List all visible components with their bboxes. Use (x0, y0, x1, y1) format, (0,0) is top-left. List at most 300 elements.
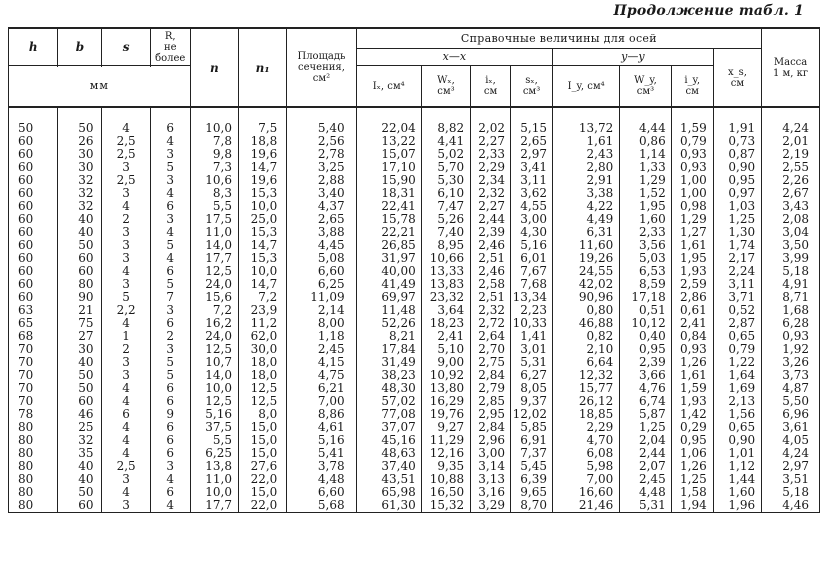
header-mass: Масса 1 м, кг (762, 28, 820, 107)
table-row (9, 291, 820, 304)
header-ix-moment: Iₓ, см⁴ (356, 66, 421, 108)
cell-wx: 10,66 (421, 252, 470, 265)
cell-n1: 10,0 (239, 265, 287, 278)
cell-m: 2,55 (762, 161, 820, 174)
cell-wx: 3,64 (421, 304, 470, 317)
cell-ix: 3,14 (471, 460, 511, 473)
cell-h: 80 (9, 486, 58, 499)
cell-m: 8,71 (762, 291, 820, 304)
cell-ix: 2,46 (471, 239, 511, 252)
table-caption: Продолжение табл. 1 (613, 3, 804, 19)
cell-iy: 2,91 (553, 174, 620, 187)
table-row (9, 187, 820, 200)
cell-s: 5 (102, 291, 150, 304)
cell-ix: 2,44 (471, 213, 511, 226)
cell-sx: 8,70 (511, 499, 553, 513)
cell-h: 60 (9, 213, 58, 226)
cell-r: 3 (150, 148, 190, 161)
table-row (9, 200, 820, 213)
table-row (9, 174, 820, 187)
cell-h: 70 (9, 369, 58, 382)
cell-wy: 6,74 (620, 395, 671, 408)
cell-h: 70 (9, 343, 58, 356)
cell-r: 2 (150, 330, 190, 343)
cell-n1: 11,2 (239, 317, 287, 330)
cell-n: 17,7 (190, 499, 238, 513)
cell-ix: 8,21 (356, 330, 421, 343)
cell-m: 3,51 (762, 473, 820, 486)
table-row (9, 330, 820, 343)
cell-wx: 9,27 (421, 421, 470, 434)
cell-sx: 7,67 (511, 265, 553, 278)
cell-s: 6 (102, 408, 150, 421)
cell-xs: 1,12 (713, 460, 761, 473)
cell-s: 1 (102, 330, 150, 343)
cell-wx: 12,16 (421, 447, 470, 460)
cell-m: 2,26 (762, 174, 820, 187)
cell-ix: 2,85 (471, 395, 511, 408)
header-ix-radius: iₓ, см (471, 66, 511, 108)
cell-sx: 5,85 (511, 421, 553, 434)
cell-ix: 37,40 (356, 460, 421, 473)
cell-xs: 0,87 (713, 148, 761, 161)
cell-xs: 0,65 (713, 421, 761, 434)
cell-a: 5,16 (287, 434, 356, 447)
cell-n1: 18,0 (239, 369, 287, 382)
table-row (9, 265, 820, 278)
cell-b: 40 (58, 226, 102, 239)
cell-wy: 2,39 (620, 356, 671, 369)
cell-n1: 15,0 (239, 421, 287, 434)
cell-s: 4 (102, 265, 150, 278)
cell-a: 3,25 (287, 161, 356, 174)
cell-a: 3,88 (287, 226, 356, 239)
cell-a: 3,40 (287, 187, 356, 200)
cell-iy: 1,93 (671, 395, 713, 408)
cell-n1: 14,7 (239, 239, 287, 252)
cell-wy: 2,45 (620, 473, 671, 486)
table-row (9, 317, 820, 330)
cell-xs: 3,11 (713, 278, 761, 291)
cell-s: 3 (102, 278, 150, 291)
cell-b: 60 (58, 499, 102, 513)
table-row (9, 135, 820, 148)
cell-b: 50 (58, 486, 102, 499)
cell-ix: 18,31 (356, 187, 421, 200)
header-axis-y: y—y (553, 49, 714, 66)
cell-m: 4,24 (762, 107, 820, 135)
cell-ix: 65,98 (356, 486, 421, 499)
cell-wx: 5,10 (421, 343, 470, 356)
cell-r: 3 (150, 460, 190, 473)
cell-xs: 2,24 (713, 265, 761, 278)
cell-iy: 7,00 (553, 473, 620, 486)
cell-iy: 21,46 (553, 499, 620, 513)
cell-b: 26 (58, 135, 102, 148)
cell-s: 3 (102, 187, 150, 200)
cell-m: 5,18 (762, 265, 820, 278)
cell-iy: 16,60 (553, 486, 620, 499)
cell-s: 3 (102, 369, 150, 382)
cell-b: 32 (58, 434, 102, 447)
cell-n1: 15,0 (239, 434, 287, 447)
cell-n1: 8,0 (239, 408, 287, 421)
cell-xs: 1,74 (713, 239, 761, 252)
cell-xs: 1,56 (713, 408, 761, 421)
table-row (9, 395, 820, 408)
cell-wx: 5,02 (421, 148, 470, 161)
cell-wy: 1,60 (620, 213, 671, 226)
cell-b: 75 (58, 317, 102, 330)
cell-h: 60 (9, 239, 58, 252)
cell-n: 12,5 (190, 265, 238, 278)
cell-iy: 0,93 (671, 148, 713, 161)
table-row (9, 499, 820, 513)
cell-ix: 22,04 (356, 107, 421, 135)
cell-wx: 16,29 (421, 395, 470, 408)
cell-ix: 22,21 (356, 226, 421, 239)
cell-ix: 13,22 (356, 135, 421, 148)
cell-wx: 8,95 (421, 239, 470, 252)
cell-iy: 0,95 (671, 434, 713, 447)
cell-b: 30 (58, 161, 102, 174)
cell-wy: 0,95 (620, 343, 671, 356)
cell-ix: 52,26 (356, 317, 421, 330)
cell-wy: 8,59 (620, 278, 671, 291)
cell-a: 11,09 (287, 291, 356, 304)
cell-iy: 1,61 (671, 239, 713, 252)
cell-n: 9,8 (190, 148, 238, 161)
cell-h: 70 (9, 382, 58, 395)
cell-n1: 19,6 (239, 148, 287, 161)
cell-iy: 0,84 (671, 330, 713, 343)
cell-m: 4,05 (762, 434, 820, 447)
cell-n1: 18,8 (239, 135, 287, 148)
cell-sx: 6,01 (511, 252, 553, 265)
cell-xs: 0,73 (713, 135, 761, 148)
cell-sx: 7,37 (511, 447, 553, 460)
cell-ix: 2,32 (471, 187, 511, 200)
cell-s: 2,5 (102, 460, 150, 473)
cell-a: 5,40 (287, 107, 356, 135)
cell-n1: 12,5 (239, 395, 287, 408)
cell-n: 7,3 (190, 161, 238, 174)
table-row (9, 408, 820, 421)
header-b: b (58, 28, 102, 66)
cell-a: 4,15 (287, 356, 356, 369)
cell-wx: 16,50 (421, 486, 470, 499)
cell-h: 80 (9, 434, 58, 447)
cell-wx: 13,80 (421, 382, 470, 395)
cell-r: 4 (150, 187, 190, 200)
cell-sx: 8,05 (511, 382, 553, 395)
cell-iy: 1,27 (671, 226, 713, 239)
cell-wx: 15,32 (421, 499, 470, 513)
cell-iy: 1,93 (671, 265, 713, 278)
table-body (9, 107, 820, 513)
cell-ix: 15,90 (356, 174, 421, 187)
cell-ix: 2,51 (471, 291, 511, 304)
cell-ix: 26,85 (356, 239, 421, 252)
cell-n: 12,5 (190, 395, 238, 408)
cell-ix: 2,46 (471, 265, 511, 278)
cell-iy: 18,85 (553, 408, 620, 421)
cell-n: 10,6 (190, 174, 238, 187)
cell-sx: 5,45 (511, 460, 553, 473)
cell-xs: 2,13 (713, 395, 761, 408)
cell-wy: 2,44 (620, 447, 671, 460)
cell-m: 6,96 (762, 408, 820, 421)
cell-r: 4 (150, 473, 190, 486)
cell-iy: 6,31 (553, 226, 620, 239)
cell-iy: 4,22 (553, 200, 620, 213)
cell-sx: 2,97 (511, 148, 553, 161)
cell-sx: 10,33 (511, 317, 553, 330)
header-reference-values: Справочные величины для осей (356, 28, 762, 49)
cell-r: 6 (150, 317, 190, 330)
header-area: Площадь сечения, см² (287, 28, 356, 107)
table-row (9, 252, 820, 265)
cell-iy: 24,55 (553, 265, 620, 278)
cell-wx: 23,32 (421, 291, 470, 304)
header-s: s (102, 28, 150, 66)
cell-s: 4 (102, 421, 150, 434)
cell-r: 6 (150, 265, 190, 278)
cell-a: 2,56 (287, 135, 356, 148)
cell-n1: 14,7 (239, 278, 287, 291)
cell-h: 65 (9, 317, 58, 330)
cell-ix: 2,32 (471, 304, 511, 317)
cell-wy: 2,07 (620, 460, 671, 473)
cell-wy: 0,40 (620, 330, 671, 343)
cell-ix: 2,34 (471, 174, 511, 187)
cell-ix: 2,95 (471, 408, 511, 421)
cell-xs: 0,97 (713, 187, 761, 200)
cell-b: 50 (58, 239, 102, 252)
cell-s: 3 (102, 499, 150, 513)
cell-wx: 11,29 (421, 434, 470, 447)
cell-h: 80 (9, 473, 58, 486)
cell-wy: 1,33 (620, 161, 671, 174)
cell-n1: 15,3 (239, 226, 287, 239)
cell-wy: 5,31 (620, 499, 671, 513)
cell-wy: 4,76 (620, 382, 671, 395)
cell-a: 5,08 (287, 252, 356, 265)
cell-n: 8,3 (190, 187, 238, 200)
cell-xs: 1,03 (713, 200, 761, 213)
cell-wy: 1,25 (620, 421, 671, 434)
cell-wx: 5,70 (421, 161, 470, 174)
cell-n: 13,8 (190, 460, 238, 473)
cell-iy: 2,43 (553, 148, 620, 161)
cell-ix: 2,51 (471, 252, 511, 265)
cell-ix: 2,70 (471, 343, 511, 356)
cell-ix: 57,02 (356, 395, 421, 408)
cell-ix: 3,29 (471, 499, 511, 513)
cell-m: 3,61 (762, 421, 820, 434)
cell-wy: 2,33 (620, 226, 671, 239)
cell-m: 2,97 (762, 460, 820, 473)
table-row (9, 107, 820, 135)
header-r: R, не более (150, 28, 190, 66)
cell-wx: 9,00 (421, 356, 470, 369)
cell-n: 7,2 (190, 304, 238, 317)
cell-m: 4,87 (762, 382, 820, 395)
cell-xs: 2,87 (713, 317, 761, 330)
cell-xs: 1,96 (713, 499, 761, 513)
cell-a: 4,45 (287, 239, 356, 252)
cell-wy: 4,48 (620, 486, 671, 499)
cell-n1: 23,9 (239, 304, 287, 317)
cell-wx: 7,47 (421, 200, 470, 213)
cell-wx: 2,41 (421, 330, 470, 343)
cell-n1: 15,0 (239, 486, 287, 499)
cell-ix: 37,07 (356, 421, 421, 434)
cell-b: 60 (58, 395, 102, 408)
cell-h: 63 (9, 304, 58, 317)
cell-h: 80 (9, 460, 58, 473)
cell-iy: 4,49 (553, 213, 620, 226)
cell-iy: 12,32 (553, 369, 620, 382)
cell-s: 3 (102, 226, 150, 239)
cell-wx: 18,23 (421, 317, 470, 330)
cell-b: 32 (58, 200, 102, 213)
cell-xs: 0,90 (713, 434, 761, 447)
cell-sx: 6,91 (511, 434, 553, 447)
cell-xs: 0,95 (713, 174, 761, 187)
table-row (9, 356, 820, 369)
cell-iy: 3,38 (553, 187, 620, 200)
cell-ix: 2,84 (471, 369, 511, 382)
cell-r: 6 (150, 395, 190, 408)
table-row (9, 148, 820, 161)
cell-r: 7 (150, 291, 190, 304)
cell-h: 60 (9, 200, 58, 213)
cell-sx: 3,11 (511, 174, 553, 187)
table-row (9, 226, 820, 239)
cell-ix: 77,08 (356, 408, 421, 421)
cell-sx: 1,41 (511, 330, 553, 343)
cell-ix: 2,72 (471, 317, 511, 330)
cell-r: 5 (150, 239, 190, 252)
cell-b: 40 (58, 473, 102, 486)
cell-xs: 1,22 (713, 356, 761, 369)
cell-sx: 3,41 (511, 161, 553, 174)
cell-iy: 19,26 (553, 252, 620, 265)
cell-iy: 1,06 (671, 447, 713, 460)
profile-table (8, 27, 820, 513)
cell-ix: 2,64 (471, 330, 511, 343)
cell-ix: 2,33 (471, 148, 511, 161)
cell-sx: 3,00 (511, 213, 553, 226)
cell-r: 6 (150, 107, 190, 135)
cell-n: 17,5 (190, 213, 238, 226)
cell-s: 3 (102, 161, 150, 174)
cell-m: 6,28 (762, 317, 820, 330)
cell-r: 3 (150, 304, 190, 317)
cell-a: 2,88 (287, 174, 356, 187)
cell-h: 60 (9, 291, 58, 304)
cell-wx: 4,41 (421, 135, 470, 148)
cell-m: 5,18 (762, 486, 820, 499)
table-row (9, 369, 820, 382)
cell-r: 3 (150, 343, 190, 356)
cell-b: 50 (58, 107, 102, 135)
cell-sx: 6,39 (511, 473, 553, 486)
header-iy-moment: I_y, см⁴ (553, 66, 620, 108)
cell-wx: 10,92 (421, 369, 470, 382)
header-units-mm: мм (9, 66, 191, 108)
cell-n: 37,5 (190, 421, 238, 434)
cell-ix: 31,97 (356, 252, 421, 265)
cell-n1: 22,0 (239, 499, 287, 513)
cell-wy: 1,29 (620, 174, 671, 187)
cell-wx: 8,82 (421, 107, 470, 135)
cell-a: 8,00 (287, 317, 356, 330)
header-n: n (190, 28, 238, 107)
table-row (9, 473, 820, 486)
cell-ix: 2,79 (471, 382, 511, 395)
cell-n: 6,25 (190, 447, 238, 460)
cell-b: 30 (58, 343, 102, 356)
table-row (9, 486, 820, 499)
cell-ix: 2,27 (471, 135, 511, 148)
cell-b: 40 (58, 213, 102, 226)
cell-b: 40 (58, 460, 102, 473)
cell-h: 80 (9, 421, 58, 434)
cell-iy: 1,00 (671, 174, 713, 187)
cell-sx: 5,15 (511, 107, 553, 135)
cell-n: 5,5 (190, 434, 238, 447)
profile-table-container (8, 27, 820, 513)
cell-ix: 17,10 (356, 161, 421, 174)
cell-wy: 10,12 (620, 317, 671, 330)
cell-n: 14,0 (190, 239, 238, 252)
cell-s: 3 (102, 356, 150, 369)
cell-n1: 15,3 (239, 187, 287, 200)
cell-n1: 27,6 (239, 460, 287, 473)
cell-iy: 1,58 (671, 486, 713, 499)
table-row (9, 213, 820, 226)
cell-sx: 9,37 (511, 395, 553, 408)
cell-b: 50 (58, 369, 102, 382)
cell-h: 60 (9, 174, 58, 187)
cell-xs: 0,52 (713, 304, 761, 317)
header-sx: sₓ, см³ (511, 66, 553, 108)
cell-r: 6 (150, 200, 190, 213)
cell-iy: 6,08 (553, 447, 620, 460)
cell-a: 8,86 (287, 408, 356, 421)
cell-n: 5,5 (190, 200, 238, 213)
cell-b: 27 (58, 330, 102, 343)
cell-s: 4 (102, 395, 150, 408)
cell-sx: 12,02 (511, 408, 553, 421)
cell-b: 25 (58, 421, 102, 434)
header-h: h (9, 28, 58, 66)
cell-wy: 5,03 (620, 252, 671, 265)
cell-ix: 2,84 (471, 421, 511, 434)
cell-s: 3 (102, 252, 150, 265)
cell-wy: 5,87 (620, 408, 671, 421)
cell-m: 3,43 (762, 200, 820, 213)
cell-m: 0,93 (762, 330, 820, 343)
cell-b: 60 (58, 252, 102, 265)
cell-s: 3 (102, 473, 150, 486)
cell-iy: 0,80 (553, 304, 620, 317)
cell-r: 6 (150, 382, 190, 395)
cell-sx: 7,68 (511, 278, 553, 291)
cell-n1: 62,0 (239, 330, 287, 343)
